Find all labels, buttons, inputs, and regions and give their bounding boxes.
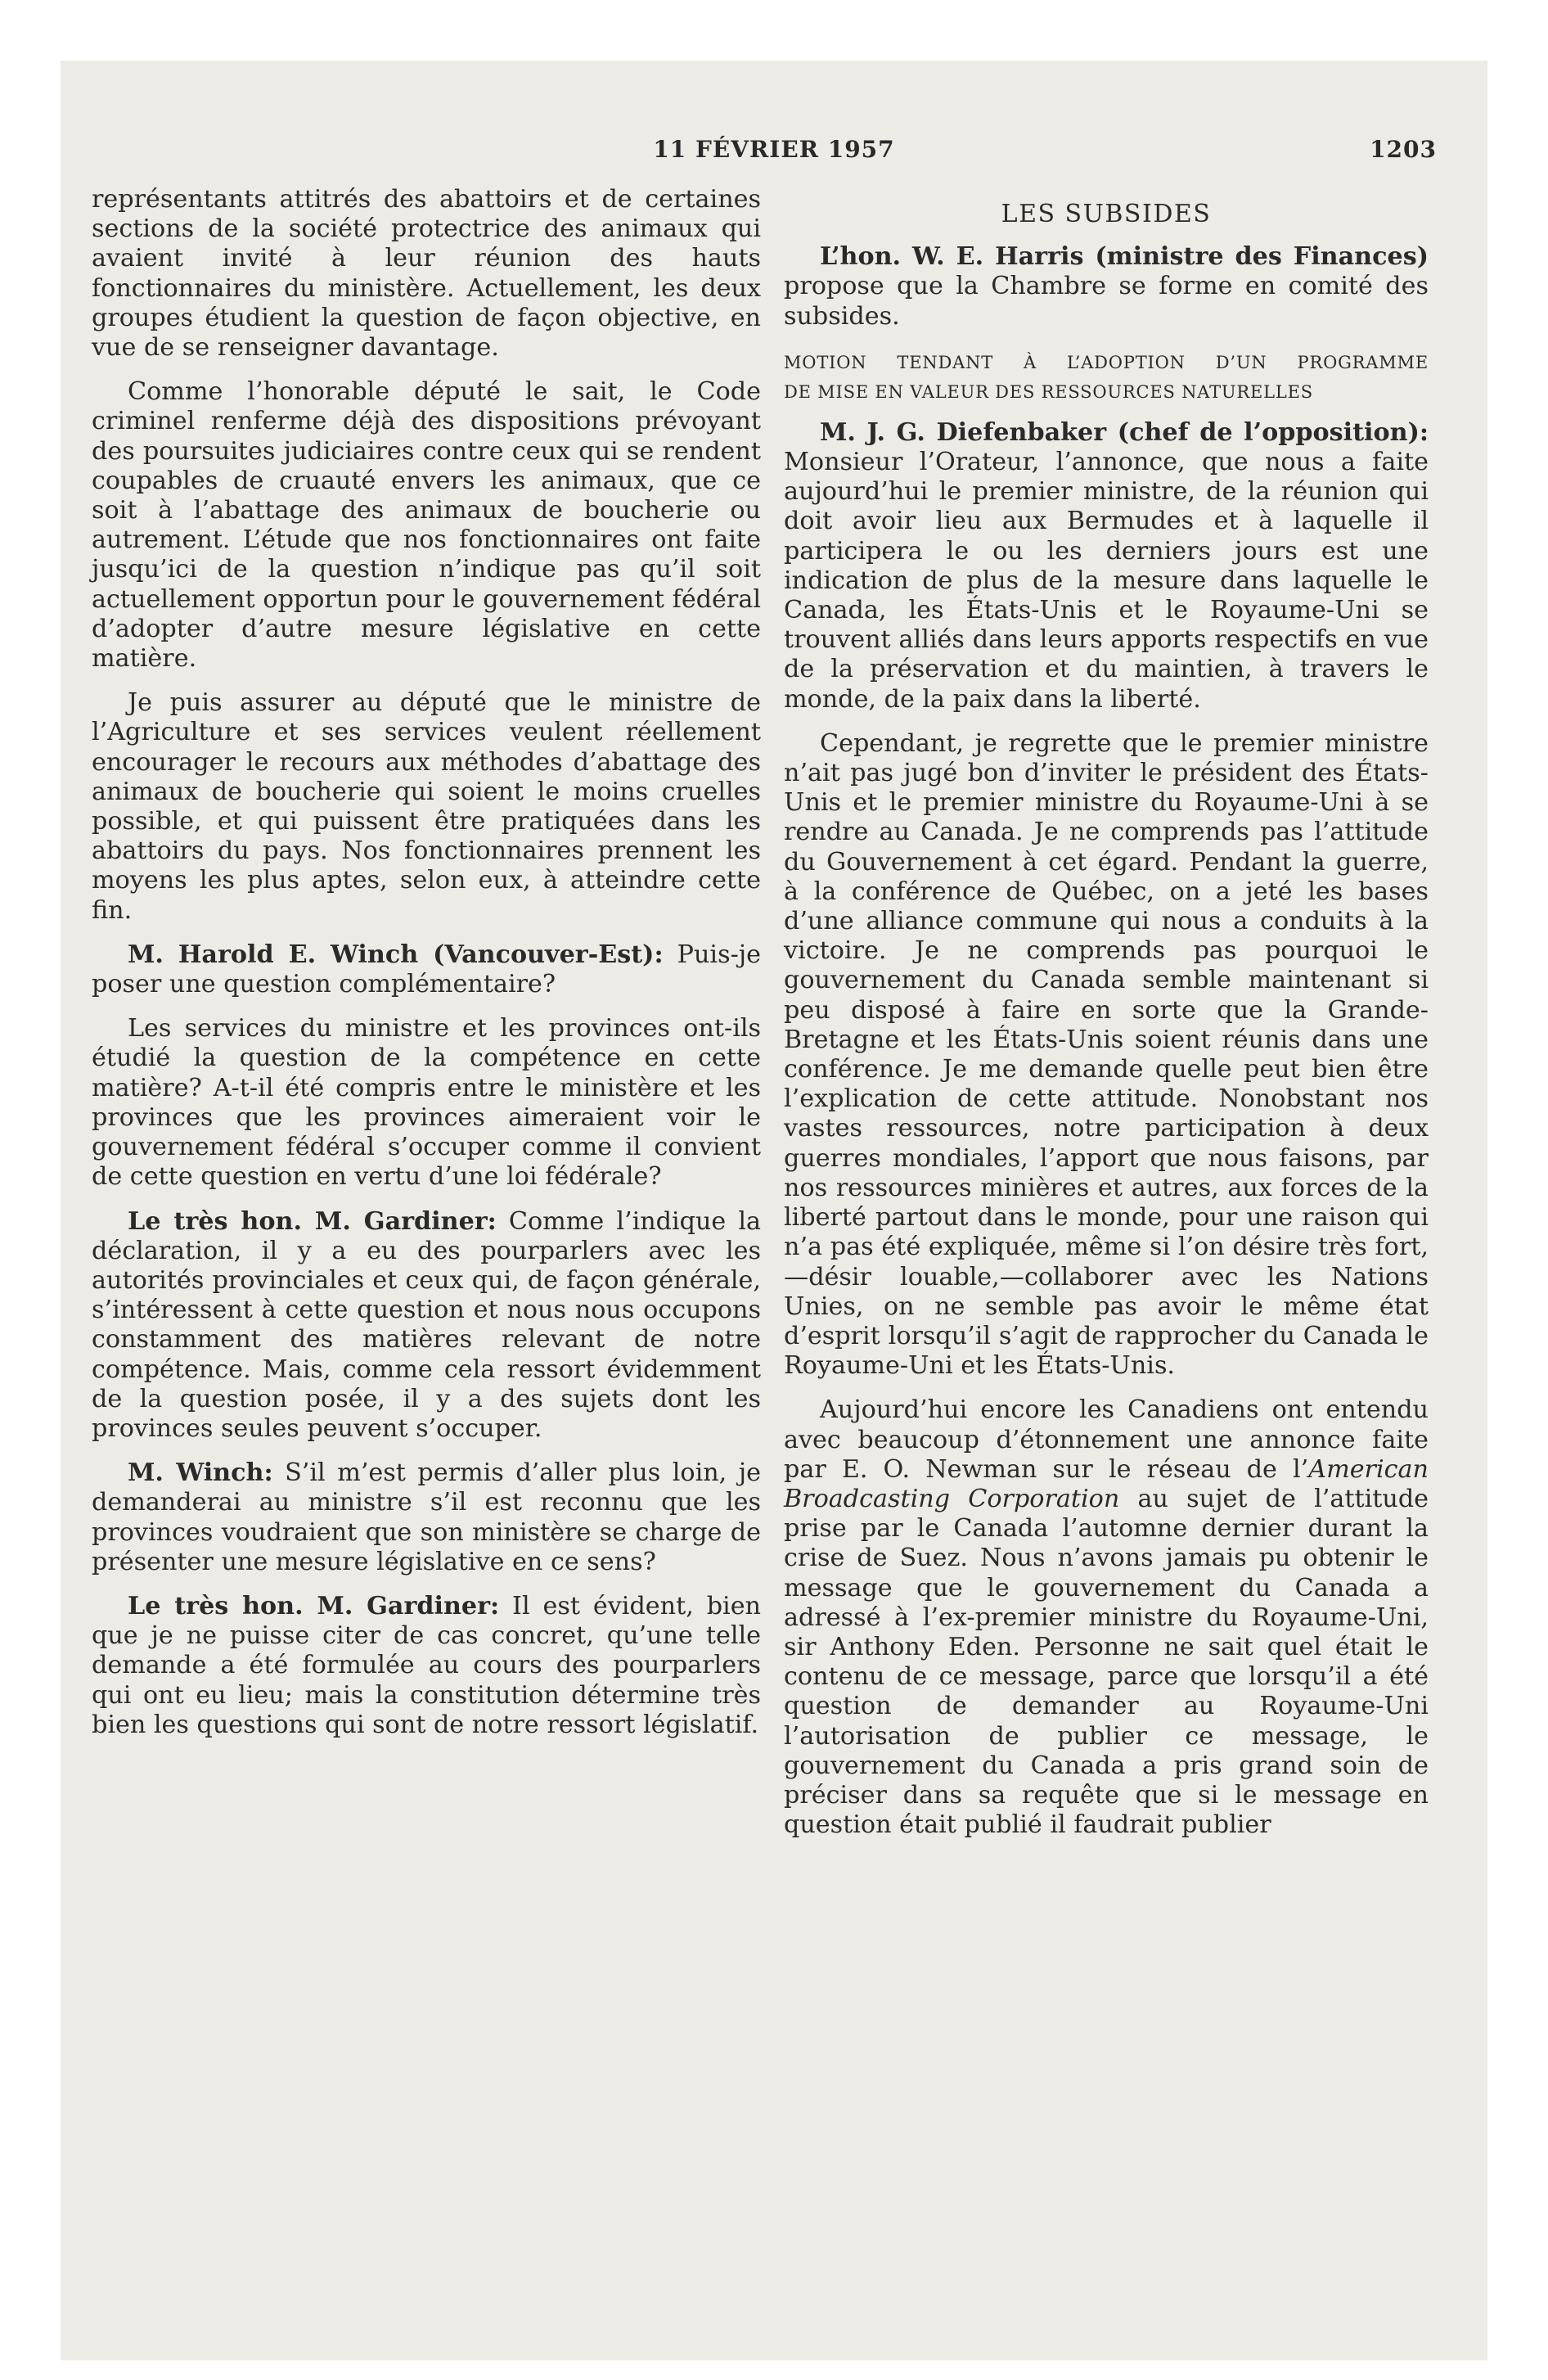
speech-text: Comme l’indique la déclaration, il y a eu des pourparlers avec les autorités provinciales et ceux qui, de façon générale, s’intéressent à cette question et nous nous occupons constamment des matières relevant de notre compétence. Mais, comme cela ressort évidemment de la question posée, il y a des sujets dont les provinces seules peuvent s’occuper. (92, 1206, 761, 1443)
left-column (92, 185, 761, 1755)
motion-heading-line: MOTION TENDANT À L’ADOPTION D’UN PROGRAMME (784, 352, 1429, 372)
paragraph (784, 1395, 1429, 1840)
speaker-name: M. J. G. Diefenbaker (chef de l’opposition): (820, 417, 1429, 447)
speech-text: Puis-je poser une question complémentaire? (92, 940, 761, 999)
speech-text: S’il m’est permis d’aller plus loin, je demanderai au ministre s’il est reconnu que les provinces voudraient que son ministère se charge de présenter une mesure législative en ce sens? (92, 1458, 761, 1576)
section-heading: LES SUBSIDES (1001, 200, 1212, 228)
motion-heading (784, 348, 1429, 407)
paragraph (784, 418, 1429, 714)
motion-heading-line: DE MISE EN VALEUR DES RESSOURCES NATURELLES (784, 381, 1313, 402)
header-date: 11 FÉVRIER 1957 (653, 136, 895, 163)
paragraph: Les services du ministre et les provinces ont-ils étudié la question de la compétence en cette matière? A-t-il été compris entre le ministère et les provinces que les provinces aimeraient voir le gouvernement fédéral s’occuper comme il convient de cette question en vertu d’une loi fédérale? (92, 1014, 761, 1192)
text-run: au sujet de l’attitude prise par le Canada l’automne dernier durant la crise de Suez. Nous n’avons jamais pu obtenir le message que le gouvernement du Canada a adressé à l’ex-premier ministre du Royaume-Uni, sir Anthony Eden. Personne ne sait quel était le contenu de ce message, parce que lorsqu’il a été question de demander au Royaume-Uni l’autorisation de publier ce message, le gouvernement du Canada a pris grand soin de préciser dans sa requête que si le message en question était publié il faudrait publier (784, 1484, 1429, 1840)
speech-text: Monsieur l’Orateur, l’annonce, que nous a faite aujourd’hui le premier ministre, de la réunion qui doit avoir lieu aux Bermudes et à laquelle il participera le ou les derniers jours est une indication de plus de la mesure dans laquelle le Canada, les États-Unis et le Royaume-Uni se trouvent alliés dans leurs apports respectifs en vue de la préservation et du maintien, à travers le monde, de la paix dans la liberté. (784, 448, 1429, 714)
running-header (0, 136, 1548, 172)
speaker-name: M. Winch: (128, 1458, 273, 1488)
italic-text: American Broadcasting Corporation (784, 1454, 1429, 1513)
paragraph (92, 1592, 761, 1740)
speaker-name: Le très hon. M. Gardiner: (128, 1206, 497, 1236)
right-column (784, 185, 1429, 1855)
text-run: Aujourd’hui encore les Canadiens ont entendu avec beaucoup d’étonnement une annonce faite par E. O. Newman sur le réseau de l’ (784, 1395, 1429, 1484)
speech-text: propose que la Chambre se forme en comité des subsides. (784, 272, 1429, 331)
speaker-name: M. Harold E. Winch (Vancouver-Est): (128, 940, 664, 969)
paragraph (92, 1207, 761, 1445)
paragraph: Comme l’honorable député le sait, le Code criminel renferme déjà des dispositions prévoyant des poursuites judiciaires contre ceux qui se rendent coupables de cruauté envers les animaux, que ce soit à l’abattage des animaux de boucherie ou autrement. L’étude que nos fonctionnaires ont faite jusqu’ici de la question n’indique pas qu’il soit actuellement opportun pour le gouvernement fédéral d’adopter d’autre mesure législative en cette matière. (92, 377, 761, 674)
page-number: 1203 (1370, 136, 1437, 163)
speaker-name: Le très hon. M. Gardiner: (128, 1591, 500, 1620)
speaker-name: L’hon. W. E. Harris (ministre des Finances) (820, 242, 1429, 272)
paragraph (92, 1458, 761, 1577)
speech-text: Il est évident, bien que je ne puisse citer de cas concret, qu’une telle demande a été formulée au cours des pourparlers qui ont eu lieu; mais la constitution détermine très bien les questions qui sont de notre ressort législatif. (92, 1591, 761, 1739)
paragraph: Je puis assurer au député que le ministre de l’Agriculture et ses services veulent réellement encourager le recours aux méthodes d’abattage des animaux de boucherie qui soient le moins cruelles possible, et qui puissent être pratiquées dans les abattoirs du pays. Nos fonctionnaires prennent les moyens les plus aptes, selon eux, à atteindre cette fin. (92, 688, 761, 925)
paragraph (784, 242, 1429, 331)
paragraph: représentants attitrés des abattoirs et de certaines sections de la société protectrice des animaux qui avaient invité à leur réunion des hauts fonctionnaires du ministère. Actuellement, les deux groupes étudient la question de façon objective, en vue de se renseigner davantage. (92, 185, 761, 363)
paragraph (92, 940, 761, 999)
paragraph: Cependant, je regrette que le premier ministre n’ait pas jugé bon d’inviter le président des États-Unis et le premier ministre du Royaume-Uni à se rendre au Canada. Je ne comprends pas l’attitude du Gouvernement à cet égard. Pendant la guerre, à la conférence de Québec, on a jeté les bases d’une alliance commune qui nous a conduits à la victoire. Je ne comprends pas pourquoi le gouvernement du Canada semble maintenant si peu disposé à faire en sorte que la Grande-Bretagne et les États-Unis soient réunis dans une conférence. Je me demande quelle peut bien être l’explication de cette attitude. Nonobstant nos vastes ressources, notre participation à deux guerres mondiales, l’apport que nous faisons, par nos ressources minières et autres, aux forces de la liberté partout dans le monde, pour une raison qui n’a pas été expliquée, même si l’on désire très fort,—désir louable,—collaborer avec les Nations Unies, on ne semble pas avoir le même état d’esprit lorsqu’il s’agit de rapprocher du Canada le Royaume-Uni et les États-Unis. (784, 728, 1429, 1381)
